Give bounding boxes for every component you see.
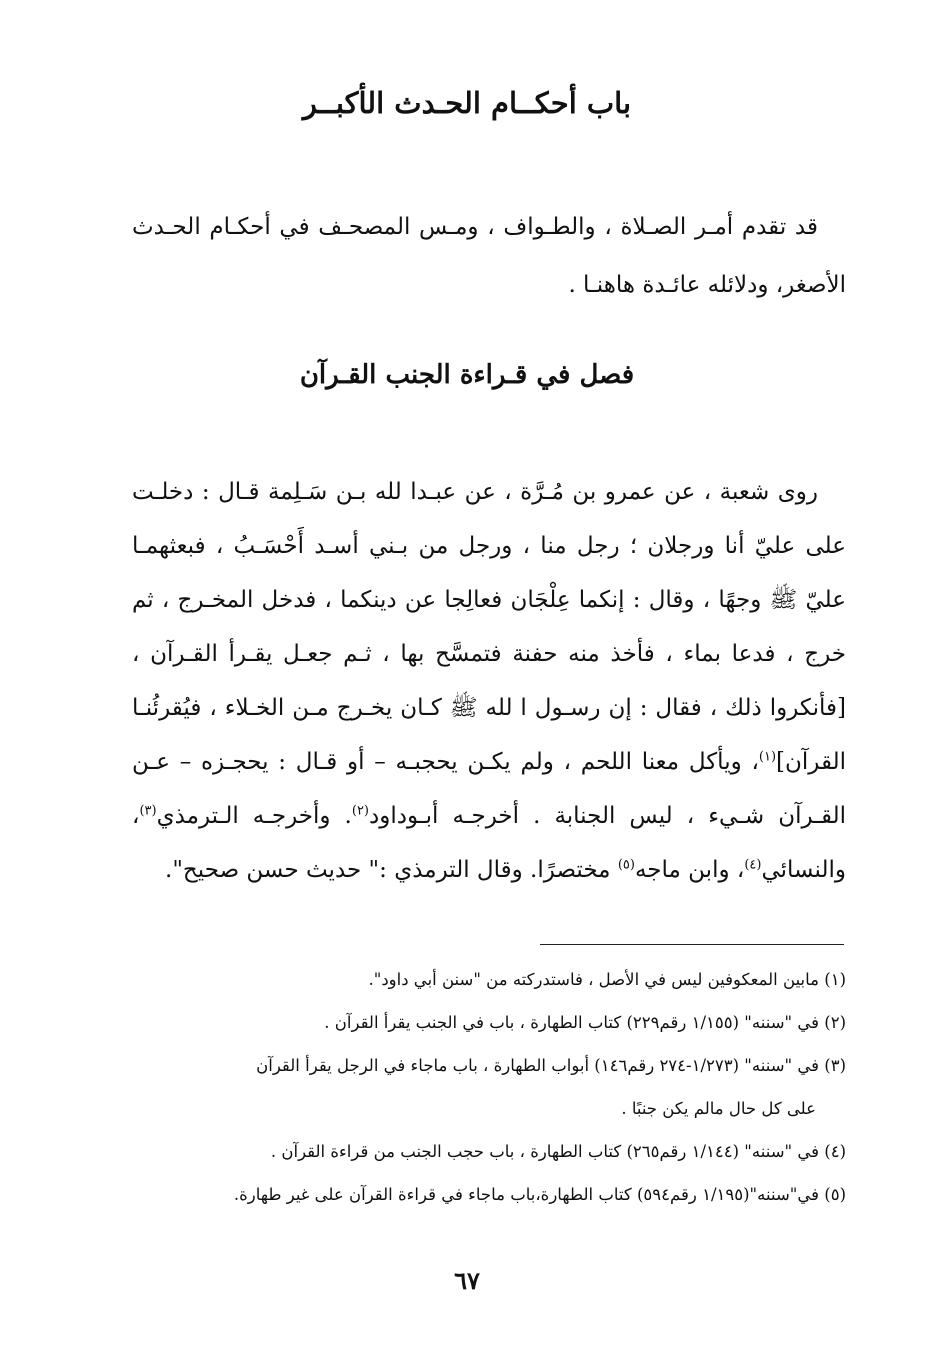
footnote-ref-3[interactable]: (٣) xyxy=(139,803,157,819)
footnote-text: (٥) في"سننه"(١/١٩٥ رقم٥٩٤) كتاب الطهارة،باب ماجاء في قراءة القرآن على غير طهارة. xyxy=(233,1185,846,1204)
footnote-continuation: على كل حال مالم يكن جنبًا . xyxy=(621,1099,816,1118)
footnote-text: (٢) في "سننه" (١/١٥٥ رقم٢٢٩) كتاب الطهارة ، باب في الجنب يقرأ القرآن . xyxy=(324,1013,846,1032)
hadith-text-part-1: روى شعبة ، عن عمرو بن مُـرَّة ، عن عبـدا لله بـن سَـلِمة قـال : دخلـت على عليّ أنا ورجلان ؛ رجل منا ، ورجل من بـني أسـد أَحْسَـبُ ، فبعثهمـا عليّ ﷺ وجهًا ، وقال : إنكما عِلْجَان فعالِجا عن دينكما ، فدخل المخـرج ، ثم خرج ، فدعا بماء ، فأخذ منه حفنة فتمسَّح بها ، ثـم جعـل يقـرأ القـرآن ، [فأنكروا ذلك ، فقال : إن رسـول ا لله ﷺ كـان يخـرج مـن الخـلاء ، فيُقرئُنـا القرآن] xyxy=(132,479,846,775)
footnote-ref-4[interactable]: (٤) xyxy=(744,857,762,873)
section-title: فصل في قـراءة الجنب القـرآن xyxy=(299,360,635,390)
hadith-text-part-4: ، والنسائي xyxy=(132,803,846,883)
footnote-ref-2[interactable]: (٢) xyxy=(351,803,369,819)
chapter-title: باب أحكــام الحـدث الأكبــر xyxy=(302,86,632,120)
hadith-text-part-6: مختصرًا. وقال الترمذي :" حديث حسن صحيح". xyxy=(165,857,618,883)
hadith-text-part-5: ، وابن ماجه xyxy=(634,857,745,883)
hadith-paragraph xyxy=(132,465,846,897)
footnote-ref-1[interactable]: (١) xyxy=(758,749,777,765)
footnote-2 xyxy=(132,1001,846,1044)
footnote-divider xyxy=(540,944,844,945)
footnote-1 xyxy=(132,958,846,1001)
footnote-text: (١) مابين المعكوفين ليس في الأصل ، فاستدركته من "سنن أبي داود". xyxy=(368,970,846,989)
intro-paragraph: قد تقدم أمـر الصـلاة ، والطـواف ، ومـس المصحـف في أحكـام الحـدث الأصغر، ودلائله عائـدة هاهنـا . xyxy=(132,214,846,298)
hadith-text-part-3: . وأخرجـه الـترمذي xyxy=(156,803,352,829)
footnote-text: (٤) في "سننه" (١/١٤٤ رقم٢٦٥) كتاب الطهارة ، باب حجب الجنب من قراءة القرآن . xyxy=(270,1142,846,1161)
page-number: ٦٧ xyxy=(454,1266,480,1295)
footnote-5 xyxy=(132,1173,846,1216)
footnote-text: (٣) في "سننه" (١/٢٧٣-٢٧٤ رقم١٤٦) أبواب الطهارة ، باب ماجاء في الرجل يقرأ القرآن xyxy=(256,1056,846,1075)
footnote-3 xyxy=(132,1044,846,1130)
footnotes-list xyxy=(132,958,846,1216)
hadith-text-part-2: ، ويأكل معنا اللحم ، ولم يكـن يحجبـه – أو قـال : يحجـزه – عـن القـرآن شـيء ، ليس الجنابة . أخرجـه أبـوداود xyxy=(132,749,847,829)
footnote-ref-5[interactable]: (٥) xyxy=(617,857,635,873)
footnote-4 xyxy=(132,1130,846,1173)
